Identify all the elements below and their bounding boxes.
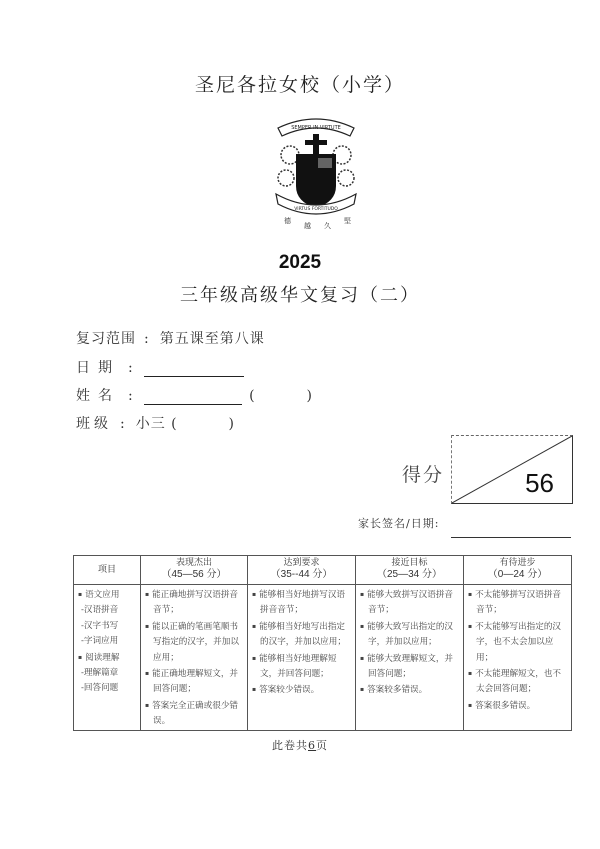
class-value: 小三 ( (135, 416, 178, 432)
review-scope-value: 第五课至第八课 (159, 331, 265, 347)
name-row: 姓名 : ( ) (76, 385, 313, 405)
rubric-header-excellent: 表现杰出 （45—56 分） (141, 556, 248, 585)
date-label: 日期 (76, 360, 120, 376)
score-diagonal (452, 436, 572, 503)
rubric-meets-cell: ▪ 能够相当好地拼写汉语拼音音节； ▪ 能够相当好地写出指定的汉字，并加以应用； ▪ 能够相当好地理解短文，并回答问题； ▪ 答案较少错误。 (248, 585, 356, 731)
parent-signature-label: 家长签名/日期: (358, 517, 440, 530)
class-label: 班级 (76, 416, 112, 432)
rubric-header-item: 项目 (74, 556, 141, 585)
score-box (451, 435, 573, 504)
exam-year: 2025 (278, 252, 322, 273)
review-scope-row: 复习范围 : 第五课至第八课 (76, 328, 265, 348)
exam-title: 三年级高级华文复习（二） (180, 285, 420, 306)
rubric-approaching-cell: ▪ 能够大致拼写汉语拼音音节； ▪ 能够大致写出指定的汉字，并加以应用； ▪ 能够大致理解短文，并回答问题； ▪ 答案较多错误。 (356, 585, 464, 731)
date-field[interactable] (144, 362, 244, 377)
review-scope-label: 复习范围 (76, 331, 136, 347)
rubric-items-cell: ▪ 语文应用 -汉语拼音 -汉字书写 -字词应用 ▪ 阅读理解 -理解篇章 -回答问题 (74, 585, 141, 731)
rubric-needs-improvement-cell: ▪ 不太能够拼写汉语拼音音节； ▪ 不太能够写出指定的汉字，也不太会加以应用； ▪ 不太能理解短文，也不太会回答问题； ▪ 答案很多错误。 (464, 585, 572, 731)
rubric-header-approaching: 接近目标 （25—34 分） (356, 556, 464, 585)
score-label: 得分 (402, 464, 445, 486)
svg-text:久: 久 (324, 222, 331, 230)
page-count: 6 (308, 739, 316, 752)
parent-signature-field[interactable] (451, 537, 571, 538)
rubric-header-meets: 达到要求 （35--44 分） (248, 556, 356, 585)
rubric-excellent-cell: ▪ 能正确地拼写汉语拼音音节； ▪ 能以正确的笔画笔顺书写指定的汉字，并加以应用； ▪ 能正确地理解短文，并回答问题； ▪ 答案完全正确或很少错误。 (141, 585, 248, 731)
date-row: 日期 : (76, 357, 244, 377)
svg-text:越: 越 (304, 222, 311, 230)
school-crest-logo (268, 110, 364, 230)
crest-motto-text: SEMPER IN VIRTUTE (291, 125, 341, 131)
rubric-body-row (74, 585, 572, 731)
name-field[interactable] (144, 390, 242, 405)
crest-bottom-text: VIRTUS FORTITUDO (294, 207, 338, 212)
score-value: 56 (525, 468, 554, 498)
rubric-header-needs-improvement: 有待进步 （0—24 分） (464, 556, 572, 585)
rubric-header-row (74, 556, 572, 585)
class-row: 班级 : 小三 ( ) (76, 413, 235, 433)
page-count-footer: 此卷共6页 (272, 739, 328, 752)
rubric-table (73, 555, 572, 731)
svg-text:德: 德 (284, 217, 291, 225)
school-name: 圣尼各拉女校（小学） (194, 74, 405, 96)
name-label: 姓名 (76, 388, 120, 404)
svg-text:堅: 堅 (344, 217, 351, 225)
